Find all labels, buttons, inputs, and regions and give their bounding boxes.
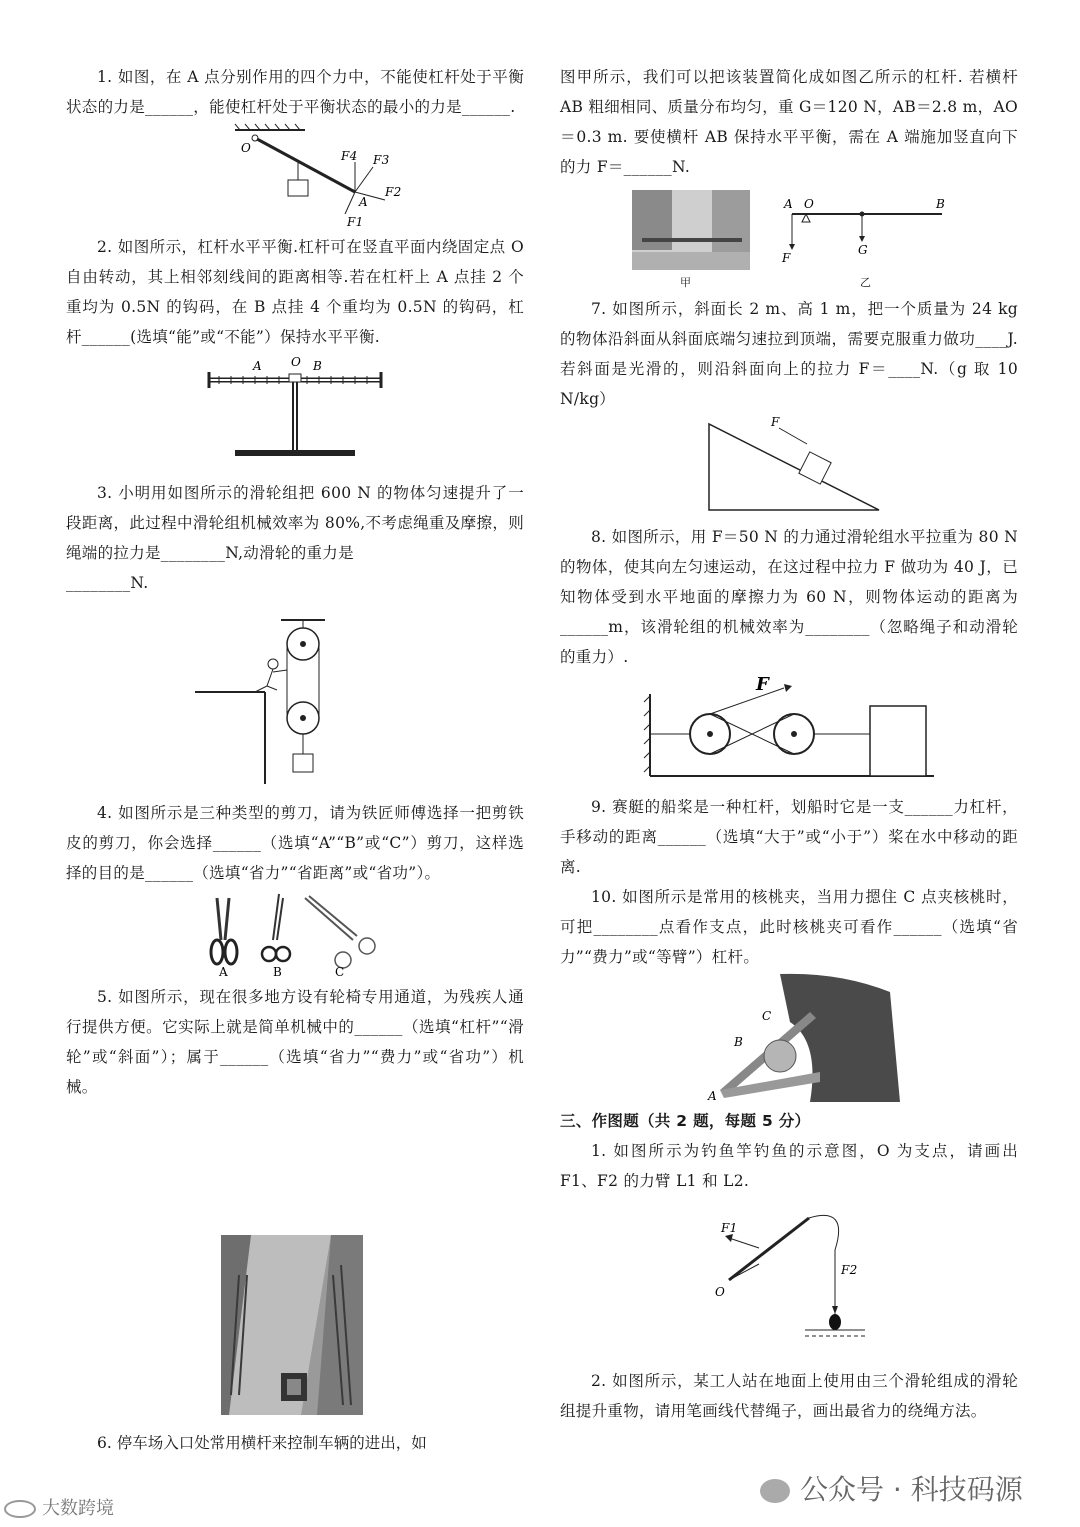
- label-F: F: [771, 415, 780, 429]
- label-G: G: [858, 243, 868, 257]
- figure-lever-forces: [195, 122, 402, 232]
- label-B: B: [273, 965, 283, 979]
- label-A: A: [359, 195, 368, 209]
- figure-pulley-horizontal: [644, 674, 934, 790]
- label-C: C: [335, 965, 345, 979]
- right-column: [560, 62, 1018, 1426]
- watermark-right: 公众号 · 科技码源: [760, 1468, 1023, 1508]
- label-A: A: [708, 1089, 717, 1103]
- question-9: 9. 赛艇的船桨是一种杠杆，划船时它是一支______力杠杆，手移动的距离______（选填“大于”或“小于”）桨在水中移动的距离.: [560, 798, 1018, 876]
- question-2: 2. 如图所示，杠杆水平平衡.杠杆可在竖直平面内绕固定点 O 自由转动，其上相邻刻线间的距离相等.若在杠杆上 A 点挂 2 个重均为 0.5N 的钩码，在 B 点挂 4 个重均为 0.5N 的钩码，杠杆______(选填“能”或“不能”）保持水平平衡.: [66, 238, 524, 346]
- question-3-tail: ________N.: [66, 574, 149, 592]
- question-6-start: 6. 停车场入口处常用横杆来控制车辆的进出，如: [97, 1434, 427, 1452]
- label-A: A: [219, 965, 228, 979]
- label-B: B: [734, 1035, 744, 1049]
- left-column: [66, 62, 524, 1102]
- figure-fishing-rod: [689, 1210, 889, 1360]
- label-F: F: [756, 674, 770, 695]
- label-F1: F1: [721, 1221, 738, 1235]
- label-C: C: [762, 1009, 772, 1023]
- question-10: 10. 如图所示是常用的核桃夹，当用力摁住 C 点夹核桃时，可把________点看作支点，此时核桃夹可看作______（选填“省力”“费力”或“等臂”）杠杆。: [560, 888, 1018, 966]
- watermark-left: 大数跨境: [4, 1494, 114, 1520]
- label-F1: F1: [347, 215, 364, 229]
- photo-wheelchair-ramp: [221, 1235, 363, 1415]
- question-5: 5. 如图所示，现在很多地方设有轮椅专用通道，为残疾人通行提供方便。它实际上就是简单机械中的______（选填“杠杆”“滑轮”或“斜面”）；属于______（选填“省力”“费力”或“省功”）机械。: [66, 988, 524, 1096]
- label-A: A: [784, 197, 793, 211]
- label-A: A: [253, 359, 262, 373]
- figure-pulley-worker: [195, 614, 395, 794]
- label-O: O: [291, 355, 302, 369]
- label-B: B: [936, 197, 946, 211]
- photo-parking-gate: [632, 190, 750, 270]
- label-jia: 甲: [680, 276, 692, 289]
- label-F4: F4: [341, 149, 358, 163]
- label-O: O: [715, 1285, 726, 1299]
- label-O: O: [804, 197, 815, 211]
- drawing-question-1: 1. 如图所示为钓鱼竿钓鱼的示意图，O 为支点，请画出 F1、F2 的力臂 L1 和 L2.: [560, 1142, 1018, 1190]
- question-3: 3. 小明用如图所示的滑轮组把 600 N 的物体匀速提升了一段距离，此过程中滑轮组机械效率为 80%,不考虑绳重及摩擦，则绳端的拉力是________N,动滑轮的重力是: [66, 484, 524, 562]
- figure-balance-lever: [195, 352, 395, 470]
- label-B: B: [313, 359, 323, 373]
- label-F2: F2: [385, 185, 402, 199]
- label-F2: F2: [841, 1263, 858, 1277]
- section-title-drawing: 三、作图题（共 2 题，每题 5 分）: [560, 1112, 811, 1130]
- figure-parking-barrier: [560, 190, 1018, 290]
- eye-icon: [4, 1500, 36, 1518]
- question-7: 7. 如图所示，斜面长 2 m、高 1 m，把一个质量为 24 kg 的物体沿斜面从斜面底端匀速拉到顶端，需要克服重力做功____J.若斜面是光滑的，则沿斜面向上的拉力 F＝____N.（g 取 10 N/kg）: [560, 300, 1018, 408]
- figure-incline: [689, 414, 889, 514]
- question-6-continued: 图甲所示，我们可以把该装置简化成如图乙所示的杠杆. 若横杆 AB 粗细相同、质量分布均匀，重 G＝120 N，AB＝2.8 m，AO＝0.3 m. 要使横杆 AB 保持水平平衡，需在 A 端施加竖直向下的力 F＝______N.: [560, 68, 1018, 176]
- label-yi: 乙: [860, 276, 872, 289]
- drawing-question-2: 2. 如图所示，某工人站在地面上使用由三个滑轮组成的滑轮组提升重物，请用笔画线代替绳子，画出最省力的绕绳方法。: [560, 1372, 1018, 1420]
- question-4: 4. 如图所示是三种类型的剪刀，请为铁匠师傅选择一把剪铁皮的剪刀，你会选择______（选填“A”“B”或“C”）剪刀，这样选择的目的是______（选填“省力”“省距离”或“省功”）。: [66, 804, 524, 882]
- wechat-icon: [760, 1479, 790, 1503]
- label-O: O: [241, 141, 252, 155]
- question-1: 1. 如图，在 A 点分别作用的四个力中，不能使杠杆处于平衡状态的力是______，能使杠杆处于平衡状态的最小的力是______.: [66, 68, 524, 116]
- figure-nutcracker: [700, 972, 900, 1102]
- question-8: 8. 如图所示，用 F＝50 N 的力通过滑轮组水平拉重为 80 N 的物体，使其向左匀速运动，在这过程中拉力 F 做功为 40 J，已知物体受到水平地面的摩擦力为 60 N，则物体运动的距离为______m，该滑轮组的机械效率为________（忽略绳子和动滑轮的重力）.: [560, 528, 1018, 666]
- label-F: F: [782, 251, 791, 265]
- figure-scissors: [195, 888, 395, 978]
- label-F3: F3: [373, 153, 390, 167]
